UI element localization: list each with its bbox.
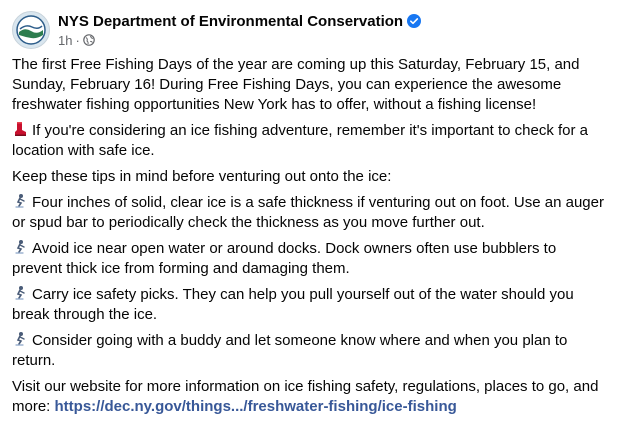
ice-fishing-link[interactable]: https://dec.ny.gov/things.../freshwater-fishing/ice-fishing bbox=[54, 398, 457, 415]
ice-skater-emoji-icon bbox=[12, 193, 28, 209]
tip-text: Consider going with a buddy and let someone know where and when you plan to return. bbox=[12, 332, 568, 369]
header-text bbox=[58, 11, 421, 49]
tip-text: Avoid ice near open water or around docks. Dock owners often use bubblers to prevent thick ice from forming and damaging them. bbox=[12, 240, 557, 277]
globe-icon[interactable] bbox=[83, 34, 95, 46]
tip-item bbox=[12, 331, 608, 371]
post-header bbox=[12, 10, 421, 50]
page-name[interactable]: NYS Department of Environmental Conservation bbox=[58, 12, 404, 30]
ice-skater-emoji-icon bbox=[12, 239, 28, 255]
post-paragraph-outro bbox=[12, 377, 608, 417]
post-timestamp[interactable]: 1h bbox=[58, 32, 73, 48]
ice-skater-emoji-icon bbox=[12, 331, 28, 347]
page-avatar[interactable] bbox=[12, 11, 50, 49]
tip-text: Four inches of solid, clear ice is a safe thickness if venturing out on foot. Use an auger or spud bar to periodically check the thickness as you move further out. bbox=[12, 194, 604, 231]
ice-skater-emoji-icon bbox=[12, 285, 28, 301]
post-paragraph-safe-ice bbox=[12, 121, 608, 161]
tip-item bbox=[12, 193, 608, 233]
post-body bbox=[12, 55, 608, 423]
outro-text: Visit our website for more information on ice fishing safety, regulations, places to go, and more: bbox=[12, 378, 599, 415]
page-name-row bbox=[58, 11, 421, 31]
tip-text: Carry ice safety picks. They can help you pull yourself out of the water should you break through the ice. bbox=[12, 286, 574, 323]
meta-separator: · bbox=[75, 32, 80, 48]
post-paragraph-intro: The first Free Fishing Days of the year are coming up this Saturday, February 15, and Sunday, February 16! During Free Fishing Days, you can experience the awesome freshwater fishing opportunities New York has to offer, without a fishing license! bbox=[12, 56, 580, 113]
post-meta bbox=[58, 31, 421, 49]
tip-item bbox=[12, 239, 608, 279]
nys-dec-logo-icon bbox=[16, 15, 46, 45]
post-paragraph-tips-intro: Keep these tips in mind before venturing out onto the ice: bbox=[12, 168, 392, 185]
verified-badge-icon bbox=[407, 14, 421, 28]
safe-ice-text: If you're considering an ice fishing adventure, remember it's important to check for a location with safe ice. bbox=[12, 122, 588, 159]
tip-item bbox=[12, 285, 608, 325]
red-boot-emoji-icon bbox=[12, 121, 28, 137]
